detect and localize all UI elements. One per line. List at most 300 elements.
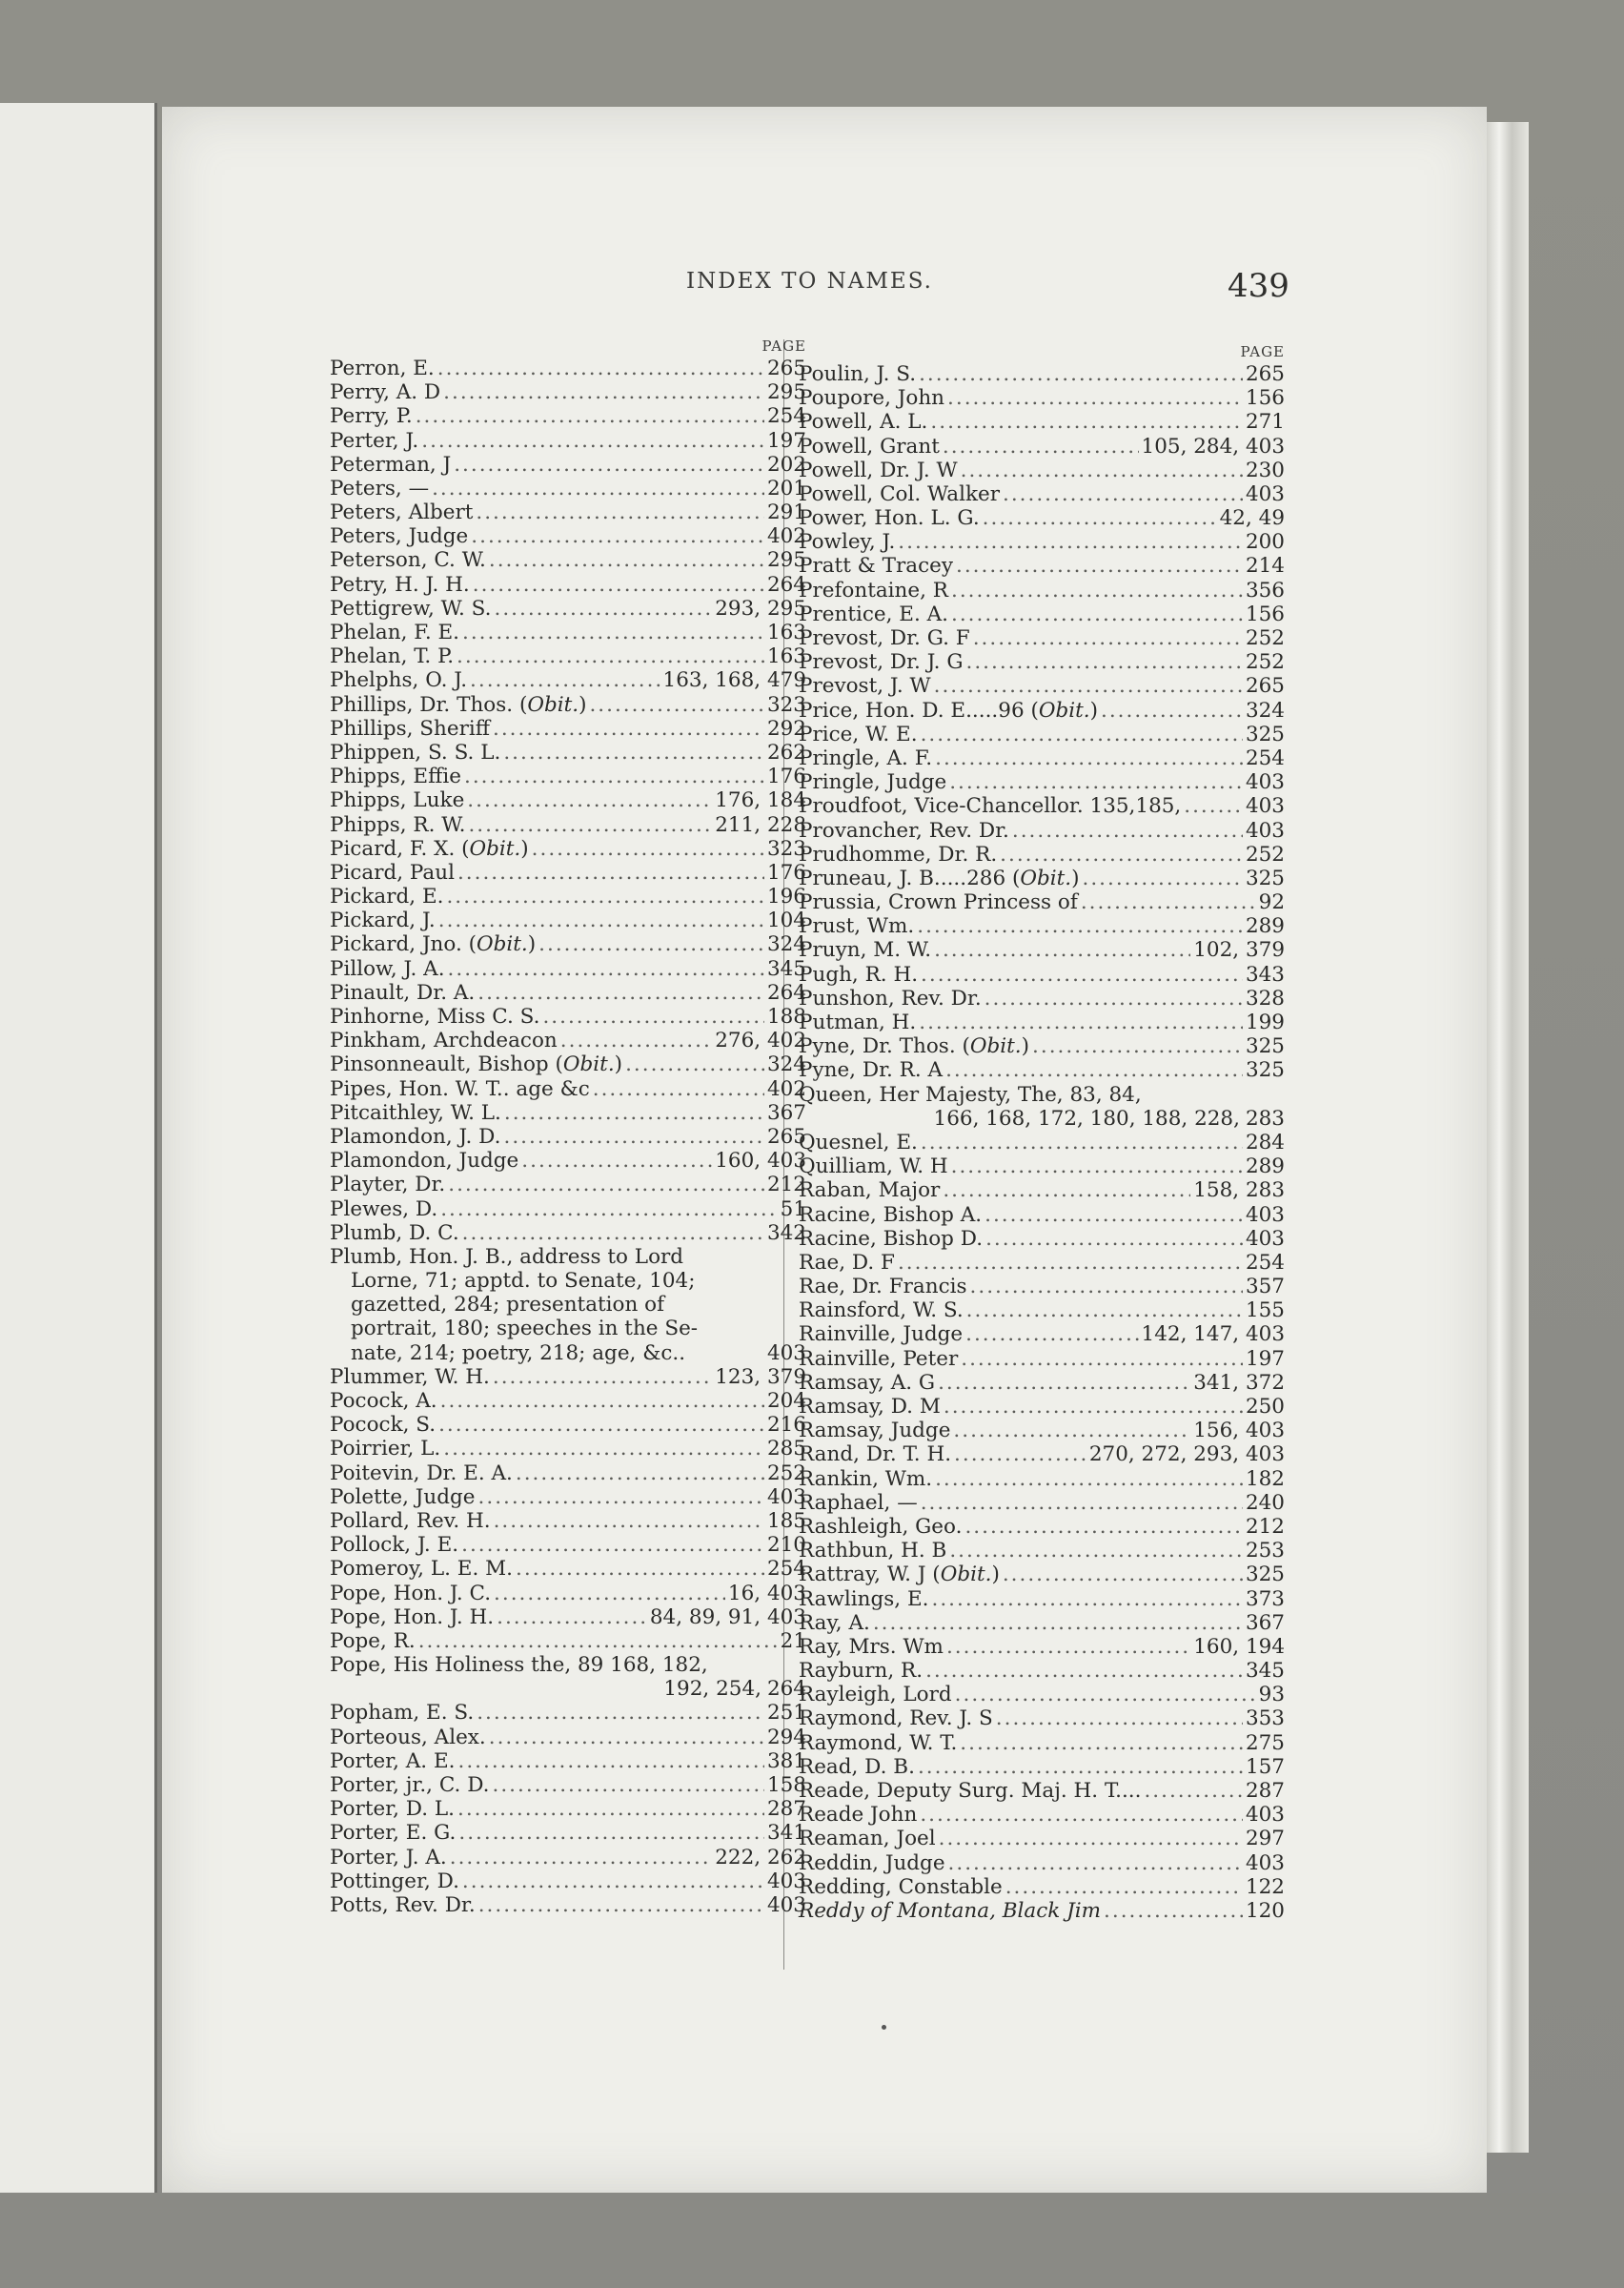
entry-name: Popham, E. S. <box>330 1701 475 1726</box>
dot-leader <box>477 981 764 1005</box>
entry-name: Powell, Grant <box>799 434 940 459</box>
entry-name: Pinhorne, Miss C. S. <box>330 1005 540 1030</box>
dot-leader <box>421 429 764 453</box>
dot-leader <box>418 1629 778 1653</box>
entry-text: Plumb, Hon. J. B., address to Lord <box>330 1244 684 1269</box>
entry-name: Rathbun, H. B <box>799 1539 947 1563</box>
index-entry <box>330 1509 806 1533</box>
entry-pages: 158, 283 <box>1193 1178 1285 1203</box>
index-entry <box>799 867 1285 890</box>
entry-name: Phillips, Sheriff <box>330 716 491 741</box>
index-column-left <box>330 336 806 1917</box>
entry-name: Reddin, Judge <box>799 1850 945 1875</box>
index-entry <box>799 386 1285 410</box>
dot-leader <box>873 1611 1243 1635</box>
index-entry <box>330 1629 806 1653</box>
entry-pages: 250 <box>1245 1395 1285 1420</box>
entry-pages: 157 <box>1245 1754 1285 1779</box>
index-entry <box>330 524 806 548</box>
dot-leader <box>948 1851 1243 1875</box>
entry-name: Pottinger, D. <box>330 1869 459 1893</box>
index-entry <box>799 1178 1285 1202</box>
entry-pages: 21 <box>780 1628 806 1653</box>
index-entry <box>799 723 1285 746</box>
entry-name: Poirrier, L. <box>330 1437 441 1461</box>
entry-name: Phelan, T. P. <box>330 644 455 669</box>
dot-leader <box>440 1197 777 1221</box>
entry-name: Rattray, W. J (Obit.) <box>799 1563 1000 1587</box>
entry-pages: 289 <box>1245 914 1285 939</box>
dot-leader <box>494 1582 725 1605</box>
dot-leader <box>985 1203 1243 1227</box>
entry-pages: 188 <box>766 1005 806 1030</box>
index-entry <box>330 380 806 404</box>
entry-name: Reade John <box>799 1803 918 1828</box>
index-entry <box>799 1635 1285 1659</box>
dot-leader <box>898 530 1243 554</box>
dot-leader <box>985 987 1243 1011</box>
dot-leader <box>494 597 712 621</box>
entry-name: Phelphs, O. J. <box>330 668 468 693</box>
entry-pages: 254 <box>766 1557 806 1582</box>
index-entry <box>799 1731 1285 1755</box>
entry-pages: 403 <box>766 1484 806 1509</box>
index-entry <box>330 1582 806 1605</box>
dot-leader <box>921 723 1243 746</box>
entry-pages: 200 <box>1245 530 1285 555</box>
index-entry <box>799 1851 1285 1875</box>
dot-leader <box>934 674 1243 698</box>
entry-pages: 265 <box>1245 674 1285 699</box>
dot-leader <box>946 1635 1190 1659</box>
dot-leader <box>966 650 1243 674</box>
index-entry <box>330 477 806 500</box>
index-entry <box>799 650 1285 674</box>
dot-leader <box>919 362 1243 386</box>
entry-pages: 284 <box>1245 1130 1285 1154</box>
index-entry <box>799 1707 1285 1731</box>
dot-leader <box>917 914 1243 938</box>
index-entry <box>799 482 1285 506</box>
entry-name: Peterson, C. W. <box>330 548 486 573</box>
dot-leader <box>462 621 764 644</box>
entry-name: Putman, H. <box>799 1011 917 1035</box>
dot-leader <box>951 579 1243 603</box>
entry-pages: 264 <box>766 572 806 597</box>
entry-pages: 264 <box>766 1677 806 1702</box>
entry-pages: 216 <box>766 1413 806 1438</box>
entry-name: Quesnel, E. <box>799 1130 918 1154</box>
entry-pages: 211, 228 <box>715 812 806 837</box>
dot-leader <box>918 1755 1243 1779</box>
index-entry <box>330 981 806 1005</box>
entry-name: Phelan, F. E. <box>330 621 460 645</box>
index-entry <box>330 1797 806 1821</box>
dot-leader <box>961 1347 1243 1371</box>
index-entry <box>799 963 1285 987</box>
entry-text: gazetted, 284; presentation of <box>351 1293 665 1318</box>
entry-name: Power, Hon. L. G. <box>799 506 980 531</box>
dot-leader <box>458 1749 764 1773</box>
entry-pages: 403 <box>1245 1803 1285 1828</box>
index-entry <box>799 1154 1285 1178</box>
entry-pages: 185 <box>766 1508 806 1533</box>
entry-name: Prentice, E. A. <box>799 602 948 626</box>
entry-pages: 367 <box>1245 1610 1285 1635</box>
index-entry <box>330 668 806 692</box>
index-entry <box>330 357 806 380</box>
entry-name: Porter, A. E. <box>330 1748 456 1773</box>
dot-leader <box>961 459 1243 482</box>
entry-name: Prevost, Dr. J. G <box>799 650 964 675</box>
entry-pages: 324 <box>1245 698 1285 723</box>
entry-pages: 402 <box>766 524 806 549</box>
dot-leader <box>493 1773 764 1797</box>
index-entry <box>799 1755 1285 1779</box>
index-entry <box>330 1702 806 1726</box>
dot-leader <box>461 1533 764 1557</box>
entry-pages: 324 <box>766 932 806 957</box>
entry-pages: 403 <box>1245 1226 1285 1251</box>
entry-name: Petry, H. J. H. <box>330 572 470 597</box>
dot-leader <box>437 357 764 380</box>
dot-leader <box>532 837 764 861</box>
page-header-title: INDEX TO NAMES. <box>686 269 933 294</box>
entry-name: Perry, A. D <box>330 380 441 405</box>
entry-pages: 102, 379 <box>1193 938 1285 963</box>
dot-leader <box>493 717 764 741</box>
dot-leader <box>954 1442 1086 1466</box>
entry-text: 192, 254, <box>663 1677 761 1702</box>
entry-pages: 403 <box>766 1340 806 1365</box>
dot-leader <box>516 1557 764 1581</box>
entry-name: Plummer, W. H. <box>330 1364 490 1389</box>
entry-name: Phipps, R. W. <box>330 812 466 837</box>
index-entry <box>330 1437 806 1461</box>
entry-pages: 84, 89, 91, 403 <box>649 1604 806 1629</box>
entry-name: Pringle, Judge <box>799 770 947 795</box>
dot-leader <box>953 1419 1190 1442</box>
entry-name: Read, D. B. <box>799 1754 915 1779</box>
index-entry <box>799 362 1285 386</box>
entry-pages: 402 <box>766 1076 806 1101</box>
index-entry <box>330 621 806 644</box>
entry-name: Quilliam, W. H <box>799 1154 948 1179</box>
entry-pages: 254 <box>1245 746 1285 770</box>
dot-leader <box>919 1011 1243 1034</box>
entry-name: Rayleigh, Lord <box>799 1683 952 1707</box>
entry-name: Phippen, S. S. L. <box>330 740 501 765</box>
index-list-left <box>330 357 806 1245</box>
index-entry <box>330 813 806 837</box>
entry-name: Reade, Deputy Surg. Maj. H. T.... <box>799 1779 1142 1804</box>
index-entry <box>799 674 1285 698</box>
dot-leader <box>516 1461 764 1485</box>
dot-leader <box>925 1659 1243 1683</box>
dot-leader <box>462 1221 764 1245</box>
entry-pages: 325 <box>1245 722 1285 746</box>
entry-pages: 403 <box>1245 1850 1285 1875</box>
dot-leader <box>497 1605 647 1629</box>
dot-leader <box>448 957 764 981</box>
entry-name: Provancher, Rev. Dr. <box>799 818 1009 843</box>
page-number: 439 <box>1228 267 1289 305</box>
dot-leader <box>985 1227 1243 1251</box>
entry-pages: 156 <box>1245 602 1285 626</box>
entry-name: Rainville, Judge <box>799 1322 964 1347</box>
entry-name: Pollard, Rev. H. <box>330 1508 491 1533</box>
entry-name: Ray, Mrs. Wm <box>799 1634 944 1659</box>
entry-pages: 283 <box>1245 1106 1285 1131</box>
entry-text: portrait, 180; speeches in the Se- <box>351 1317 699 1341</box>
entry-pages: 295 <box>766 380 806 405</box>
dot-leader <box>476 500 764 524</box>
dot-leader <box>473 573 764 597</box>
index-entry <box>799 1442 1285 1466</box>
index-entry <box>330 765 806 788</box>
index-entry <box>330 1005 806 1029</box>
index-entry <box>330 429 806 453</box>
entry-pages: 176 <box>766 860 806 885</box>
entry-pages: 275 <box>1245 1730 1285 1755</box>
entry-name: Pope, Hon. J. C. <box>330 1581 492 1605</box>
entry-pages: 182 <box>1245 1466 1285 1491</box>
entry-pages: 158 <box>766 1773 806 1798</box>
dot-leader <box>996 1706 1243 1730</box>
entry-text: Queen, Her Majesty, The, 83, 84, <box>799 1082 1142 1107</box>
entry-pages: 287 <box>766 1797 806 1822</box>
entry-name: Perter, J. <box>330 428 419 453</box>
dot-leader <box>489 548 764 572</box>
entry-name: Reddy of Montana, Black Jim <box>799 1898 1102 1923</box>
entry-name: Price, Hon. D. E.....96 (Obit.) <box>799 698 1098 723</box>
index-entry <box>799 1371 1285 1395</box>
entry-pages: 323 <box>766 692 806 717</box>
entry-pages: 264 <box>766 980 806 1005</box>
index-entry-pope-his-holiness <box>330 1653 806 1701</box>
dot-leader <box>938 1371 1190 1395</box>
entry-pages: 403 <box>1245 818 1285 843</box>
entry-pages: 297 <box>1245 1827 1285 1851</box>
index-entry <box>799 1827 1285 1850</box>
dot-leader <box>951 603 1243 626</box>
entry-name: Powley, J. <box>799 530 896 555</box>
index-entry <box>799 794 1285 818</box>
entry-name: Proudfoot, Vice-Chancellor. 135,185, <box>799 794 1182 819</box>
entry-name: Picard, Paul <box>330 860 455 885</box>
entry-pages: 325 <box>1245 1034 1285 1059</box>
dot-leader <box>521 1149 712 1173</box>
dot-leader <box>930 410 1243 434</box>
index-entry <box>330 885 806 909</box>
entry-name: Powell, Dr. J. W <box>799 458 958 482</box>
index-entry <box>799 1587 1285 1611</box>
dot-leader <box>438 1413 764 1437</box>
dot-leader <box>542 1005 764 1029</box>
entry-name: Pickard, J. <box>330 909 436 933</box>
dot-leader <box>504 1101 764 1125</box>
entry-pages: 323 <box>766 836 806 861</box>
entry-pages: 293, 295 <box>715 596 806 621</box>
dot-leader <box>467 788 712 812</box>
entry-name: Racine, Bishop A. <box>799 1202 983 1227</box>
entry-name: Porter, jr., C. D. <box>330 1773 490 1798</box>
printer-mark <box>882 2025 886 2030</box>
entry-pages: 142, 147, 403 <box>1141 1322 1285 1347</box>
index-entry-plumb-jb <box>330 1245 806 1365</box>
index-entry <box>330 1869 806 1893</box>
entry-pages: 214 <box>1245 554 1285 579</box>
index-entry <box>799 459 1285 482</box>
index-entry <box>330 741 806 765</box>
entry-pages: 403 <box>1245 481 1285 506</box>
entry-name: Pickard, E. <box>330 885 444 909</box>
index-entry <box>799 410 1285 434</box>
dot-leader <box>589 693 763 717</box>
dot-leader <box>1081 890 1256 914</box>
entry-name: Playter, Dr. <box>330 1173 446 1197</box>
dot-leader <box>945 1058 1243 1082</box>
dot-leader <box>478 1485 764 1509</box>
index-entry <box>330 1533 806 1557</box>
index-entry <box>799 1899 1285 1923</box>
index-entry <box>799 555 1285 579</box>
entry-pages: 230 <box>1245 458 1285 482</box>
entry-pages: 251 <box>766 1701 806 1726</box>
entry-pages: 155 <box>1245 1298 1285 1323</box>
entry-name: Raymond, W. T. <box>799 1730 958 1755</box>
entry-pages: 353 <box>1245 1706 1285 1731</box>
entry-name: Pickard, Jno. (Obit.) <box>330 932 537 957</box>
dot-leader <box>898 1251 1243 1275</box>
scan-border-bottom <box>0 2193 1624 2288</box>
dot-leader <box>944 1395 1243 1419</box>
entry-pages: 163 <box>766 621 806 645</box>
index-entry <box>330 573 806 597</box>
dot-leader <box>440 1389 764 1413</box>
entry-pages: 254 <box>766 404 806 429</box>
index-list-right-2 <box>799 1131 1285 1923</box>
entry-text: Pope, His Holiness the, 89 168, 182, <box>330 1653 708 1678</box>
dot-leader <box>1032 1034 1243 1058</box>
entry-name: Ramsay, Judge <box>799 1419 951 1443</box>
entry-pages: 163 <box>766 644 806 669</box>
dot-leader <box>438 909 764 932</box>
entry-pages: 156, 403 <box>1193 1419 1285 1443</box>
index-entry <box>799 1058 1285 1082</box>
entry-pages: 202 <box>766 452 806 477</box>
entry-name: Peters, Judge <box>330 524 469 549</box>
index-entry <box>799 1275 1285 1298</box>
entry-name: Pringle, A. F. <box>799 746 933 770</box>
dot-leader <box>965 1322 1138 1346</box>
dot-leader <box>949 1539 1243 1563</box>
dot-leader <box>960 1731 1243 1755</box>
index-entry <box>330 1101 806 1125</box>
entry-name: Raban, Major <box>799 1178 941 1203</box>
dot-leader <box>464 765 764 788</box>
dot-leader <box>443 380 764 404</box>
entry-pages: 92 <box>1258 890 1285 915</box>
index-entry <box>799 939 1285 963</box>
entry-name: Poupore, John <box>799 386 945 411</box>
index-entry <box>799 1515 1285 1539</box>
entry-pages: 342 <box>766 1220 806 1245</box>
entry-name: Racine, Bishop D. <box>799 1226 984 1251</box>
page-stack-edge <box>1487 122 1529 2153</box>
index-entry <box>330 404 806 428</box>
entry-pages: 343 <box>1245 962 1285 987</box>
dot-leader <box>1012 819 1243 843</box>
dot-leader <box>458 1821 764 1845</box>
entry-pages: 291 <box>766 500 806 525</box>
entry-pages: 403 <box>1245 770 1285 795</box>
entry-name: Reaman, Joel <box>799 1827 936 1851</box>
entry-pages: 403 <box>766 1892 806 1917</box>
dot-leader <box>935 746 1243 770</box>
entry-name: Pinault, Dr. A. <box>330 980 476 1005</box>
entry-name: Pratt & Tracey <box>799 554 953 579</box>
entry-name: Pyne, Dr. R. A <box>799 1058 944 1083</box>
entry-name: Prussia, Crown Princess of <box>799 890 1078 915</box>
entry-pages: 328 <box>1245 986 1285 1011</box>
index-entry <box>330 1029 806 1052</box>
entry-pages: 204 <box>766 1389 806 1414</box>
entry-name: Plewes, D. <box>330 1196 438 1221</box>
entry-name: Poulin, J. S. <box>799 361 917 386</box>
entry-pages: 122 <box>1245 1874 1285 1899</box>
dot-leader <box>504 1125 764 1149</box>
index-entry <box>330 717 806 741</box>
entry-pages: 123, 379 <box>715 1364 806 1389</box>
dot-leader <box>489 1726 764 1749</box>
entry-name: Redding, Constable <box>799 1874 1003 1899</box>
index-entry <box>799 1011 1285 1034</box>
dot-leader <box>1082 867 1242 890</box>
index-entry <box>799 1395 1285 1419</box>
index-entry <box>799 1419 1285 1442</box>
entry-pages: 292 <box>766 716 806 741</box>
dot-leader <box>1144 1779 1242 1803</box>
entry-name: Ramsay, A. G <box>799 1370 936 1395</box>
index-entry <box>330 909 806 932</box>
index-entry <box>330 1893 806 1917</box>
entry-name: Rayburn, R. <box>799 1659 924 1684</box>
index-entry <box>799 914 1285 938</box>
index-entry <box>799 1227 1285 1251</box>
entry-name: Rae, Dr. Francis <box>799 1275 967 1299</box>
dot-leader <box>934 938 1190 962</box>
index-entry <box>799 1491 1285 1515</box>
dot-leader <box>593 1077 764 1101</box>
index-entry <box>799 1803 1285 1827</box>
index-entry <box>799 1683 1285 1706</box>
entry-pages: 356 <box>1245 578 1285 603</box>
page-column-heading: PAGE <box>761 337 806 355</box>
index-entry <box>330 1413 806 1437</box>
entry-name: Porter, D. L. <box>330 1797 456 1822</box>
entry-pages: 341 <box>766 1821 806 1846</box>
index-entry <box>330 957 806 981</box>
dot-leader <box>477 1701 764 1725</box>
index-entry <box>799 603 1285 626</box>
dot-leader <box>457 1797 764 1821</box>
entry-name: Prust, Wm. <box>799 914 915 939</box>
dot-leader <box>921 1491 1243 1515</box>
entry-name: Rashleigh, Geo. <box>799 1514 963 1539</box>
index-entry <box>799 1659 1285 1683</box>
entry-name: Pinkham, Archdeacon <box>330 1029 558 1053</box>
